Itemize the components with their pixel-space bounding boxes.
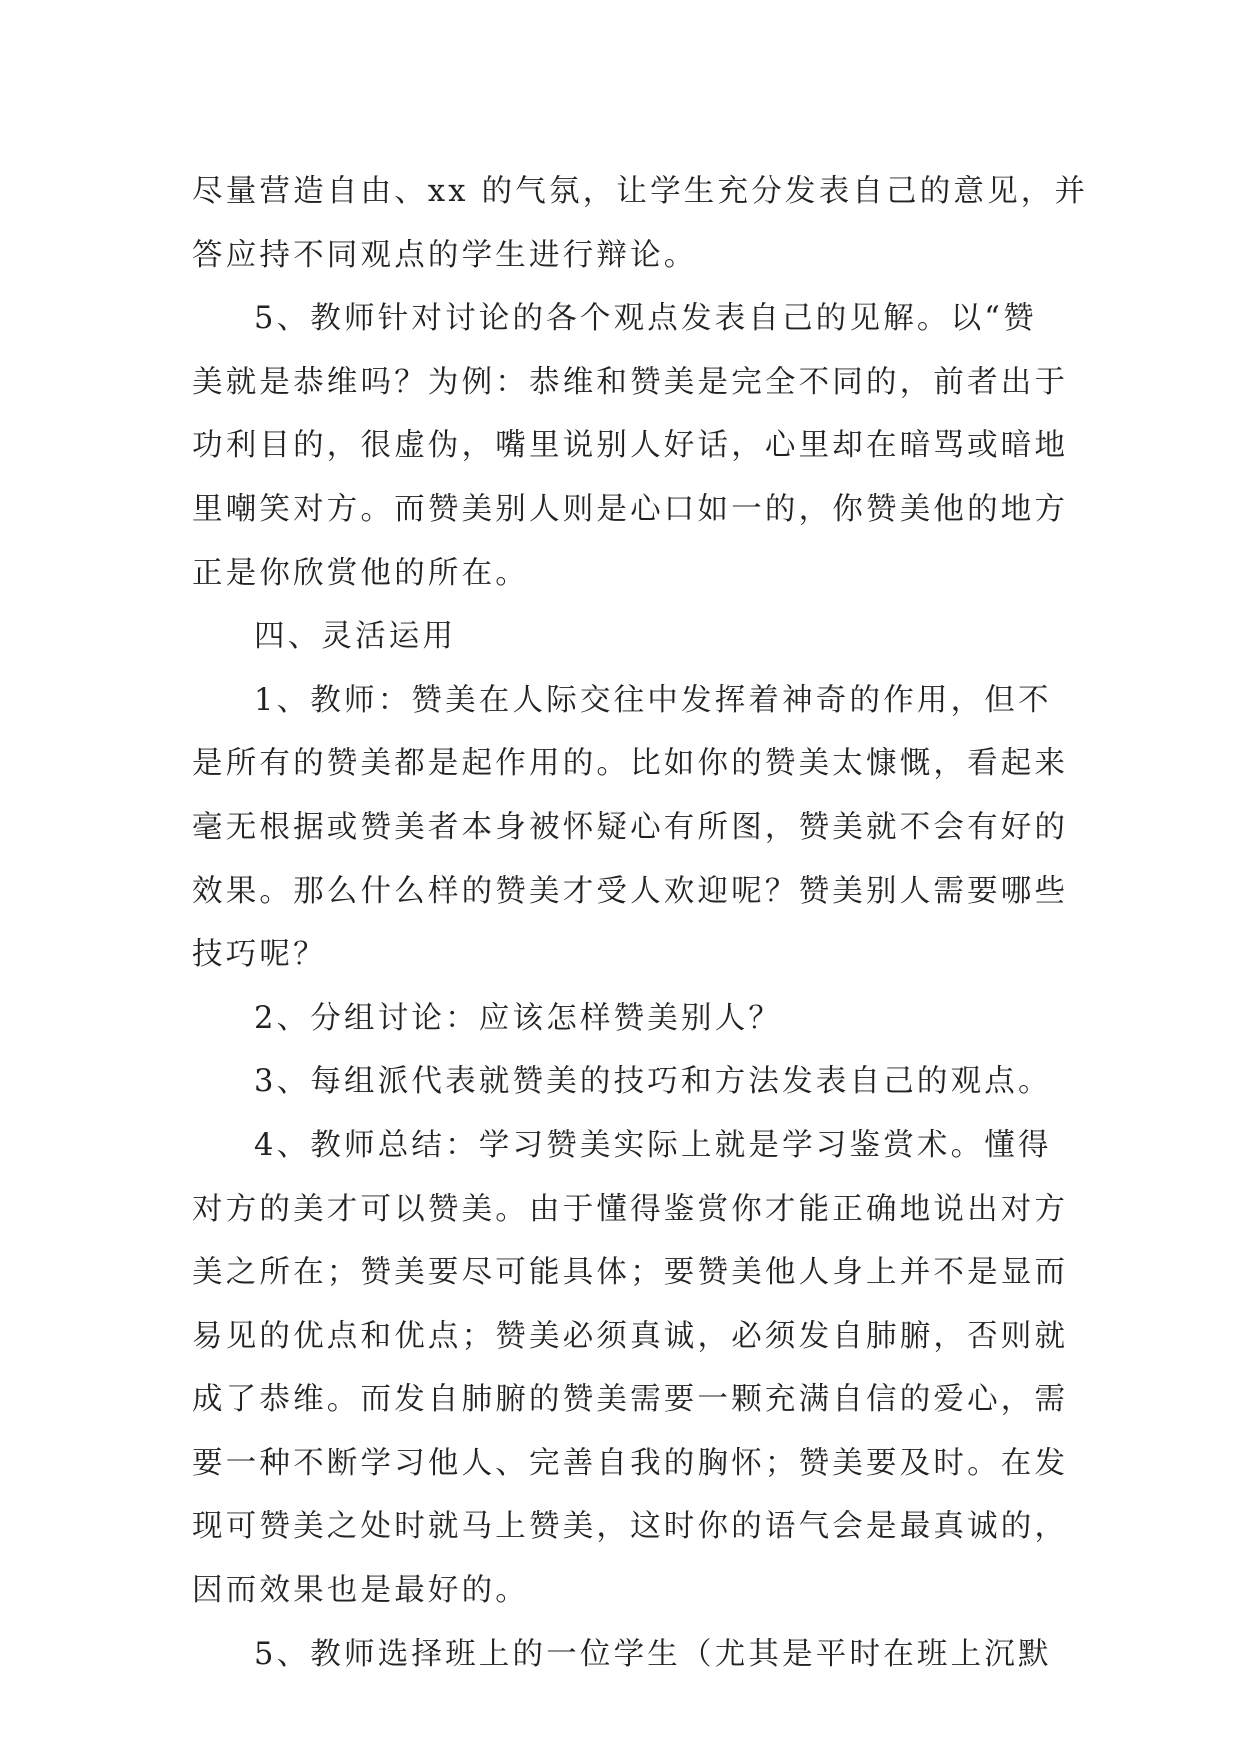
text-line: 对方的美才可以赞美。由于懂得鉴赏你才能正确地说出对方 — [192, 1191, 1069, 1227]
text-line: 正是你欣赏他的所在。 — [192, 555, 529, 591]
text-line: 效果。那么什么样的赞美才受人欢迎呢？赞美别人需要哪些 — [192, 873, 1069, 909]
text-line: 答应持不同观点的学生进行辩论。 — [192, 237, 698, 273]
text-line: 3、每组派代表就赞美的技巧和方法发表自己的观点。 — [254, 1064, 1052, 1100]
text-line: 里嘲笑对方。而赞美别人则是心口如一的，你赞美他的地方 — [192, 491, 1069, 527]
text-line: 1、教师：赞美在人际交往中发挥着神奇的作用，但不 — [254, 682, 1052, 718]
text-line: 易见的优点和优点；赞美必须真诚，必须发自肺腑，否则就 — [192, 1318, 1069, 1354]
text-line: 4、教师总结：学习赞美实际上就是学习鉴赏术。懂得 — [254, 1127, 1052, 1163]
text-line: 因而效果也是最好的。 — [192, 1573, 529, 1609]
text-line: 是所有的赞美都是起作用的。比如你的赞美太慷慨，看起来 — [192, 746, 1069, 782]
text-line: 现可赞美之处时就马上赞美，这时你的语气会是最真诚的， — [192, 1509, 1069, 1545]
text-line: 毫无根据或赞美者本身被怀疑心有所图，赞美就不会有好的 — [192, 809, 1069, 845]
text-line: 2、分组讨论：应该怎样赞美别人？ — [254, 1000, 783, 1036]
text-line: 四、灵活运用 — [254, 619, 457, 655]
text-line: 美就是恭维吗？为例：恭维和赞美是完全不同的，前者出于 — [192, 364, 1069, 400]
text-line: 尽量营造自由、xx 的气氛，让学生充分发表自己的意见，并 — [192, 174, 1089, 209]
text-line: 5、教师针对讨论的各个观点发表自己的见解。以“赞 — [254, 301, 1037, 337]
text-line: 成了恭维。而发自肺腑的赞美需要一颗充满自信的爱心，需 — [192, 1382, 1069, 1418]
text-line: 功利目的，很虚伪，嘴里说别人好话，心里却在暗骂或暗地 — [192, 428, 1069, 464]
text-line: 技巧呢？ — [192, 937, 327, 973]
body-text — [192, 160, 1089, 1686]
text-line: 美之所在；赞美要尽可能具体；要赞美他人身上并不是显而 — [192, 1255, 1069, 1291]
text-line: 要一种不断学习他人、完善自我的胸怀；赞美要及时。在发 — [192, 1445, 1069, 1481]
text-line: 5、教师选择班上的一位学生（尤其是平时在班上沉默 — [254, 1636, 1052, 1672]
